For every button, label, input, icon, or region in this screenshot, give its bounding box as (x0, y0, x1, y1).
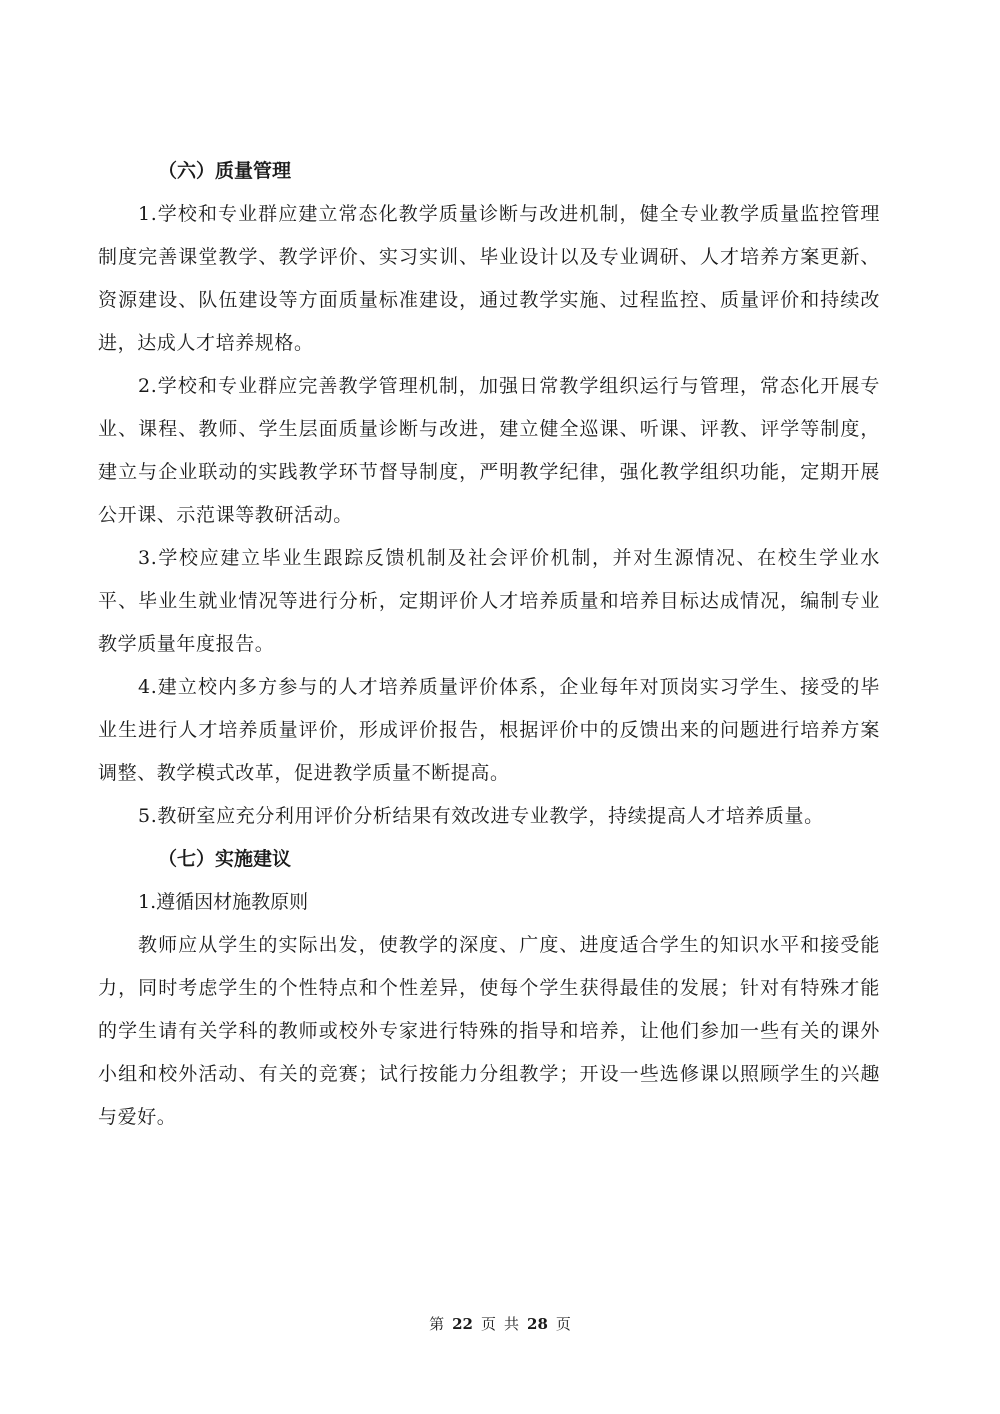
footer-total-pages: 28 (527, 1315, 548, 1333)
footer-current-page: 22 (452, 1315, 473, 1333)
paragraph-teaching-principle: 教师应从学生的实际出发，使教学的深度、广度、进度适合学生的知识水平和接受能力，同时考虑学生的个性特点和个性差异，使每个学生获得最佳的发展；针对有特殊才能的学生请有关学科的教师或校外专家进行特殊的指导和培养，让他们参加一些有关的课外小组和校外活动、有关的竞赛；试行按能力分组教学；开设一些选修课以照顾学生的兴趣与爱好。 (98, 934, 880, 1128)
paragraph-quality-3: 3.学校应建立毕业生跟踪反馈机制及社会评价机制，并对生源情况、在校生学业水平、毕业生就业情况等进行分析，定期评价人才培养质量和培养目标达成情况，编制专业教学质量年度报告。 (98, 547, 880, 655)
footer-page-word: 页 (480, 1315, 496, 1333)
page-content (98, 150, 880, 1139)
paragraph-quality-4: 4.建立校内多方参与的人才培养质量评价体系，企业每年对顶岗实习学生、接受的毕业生进行人才培养质量评价，形成评价报告，根据评价中的反馈出来的问题进行培养方案调整、教学模式改革，促进教学质量不断提高。 (98, 676, 880, 784)
section-heading-quality-management: （六）质量管理 (158, 160, 292, 182)
paragraph-quality-5: 5.教研室应充分利用评价分析结果有效改进专业教学，持续提高人才培养质量。 (138, 805, 824, 827)
footer-prefix: 第 (429, 1315, 445, 1333)
subheading-teaching-principle: 1.遵循因材施教原则 (138, 891, 309, 913)
page-footer (0, 1313, 1000, 1334)
section-heading-implementation: （七）实施建议 (158, 848, 292, 870)
paragraph-quality-2: 2.学校和专业群应完善教学管理机制，加强日常教学组织运行与管理，常态化开展专业、课程、教师、学生层面质量诊断与改进，建立健全巡课、听课、评教、评学等制度，建立与企业联动的实践教学环节督导制度，严明教学纪律，强化教学组织功能，定期开展公开课、示范课等教研活动。 (98, 375, 880, 526)
footer-suffix: 页 (555, 1315, 571, 1333)
paragraph-quality-1: 1.学校和专业群应建立常态化教学质量诊断与改进机制，健全专业教学质量监控管理制度完善课堂教学、教学评价、实习实训、毕业设计以及专业调研、人才培养方案更新、资源建设、队伍建设等方面质量标准建设，通过教学实施、过程监控、质量评价和持续改进，达成人才培养规格。 (98, 203, 880, 354)
footer-total-word: 共 (504, 1315, 520, 1333)
